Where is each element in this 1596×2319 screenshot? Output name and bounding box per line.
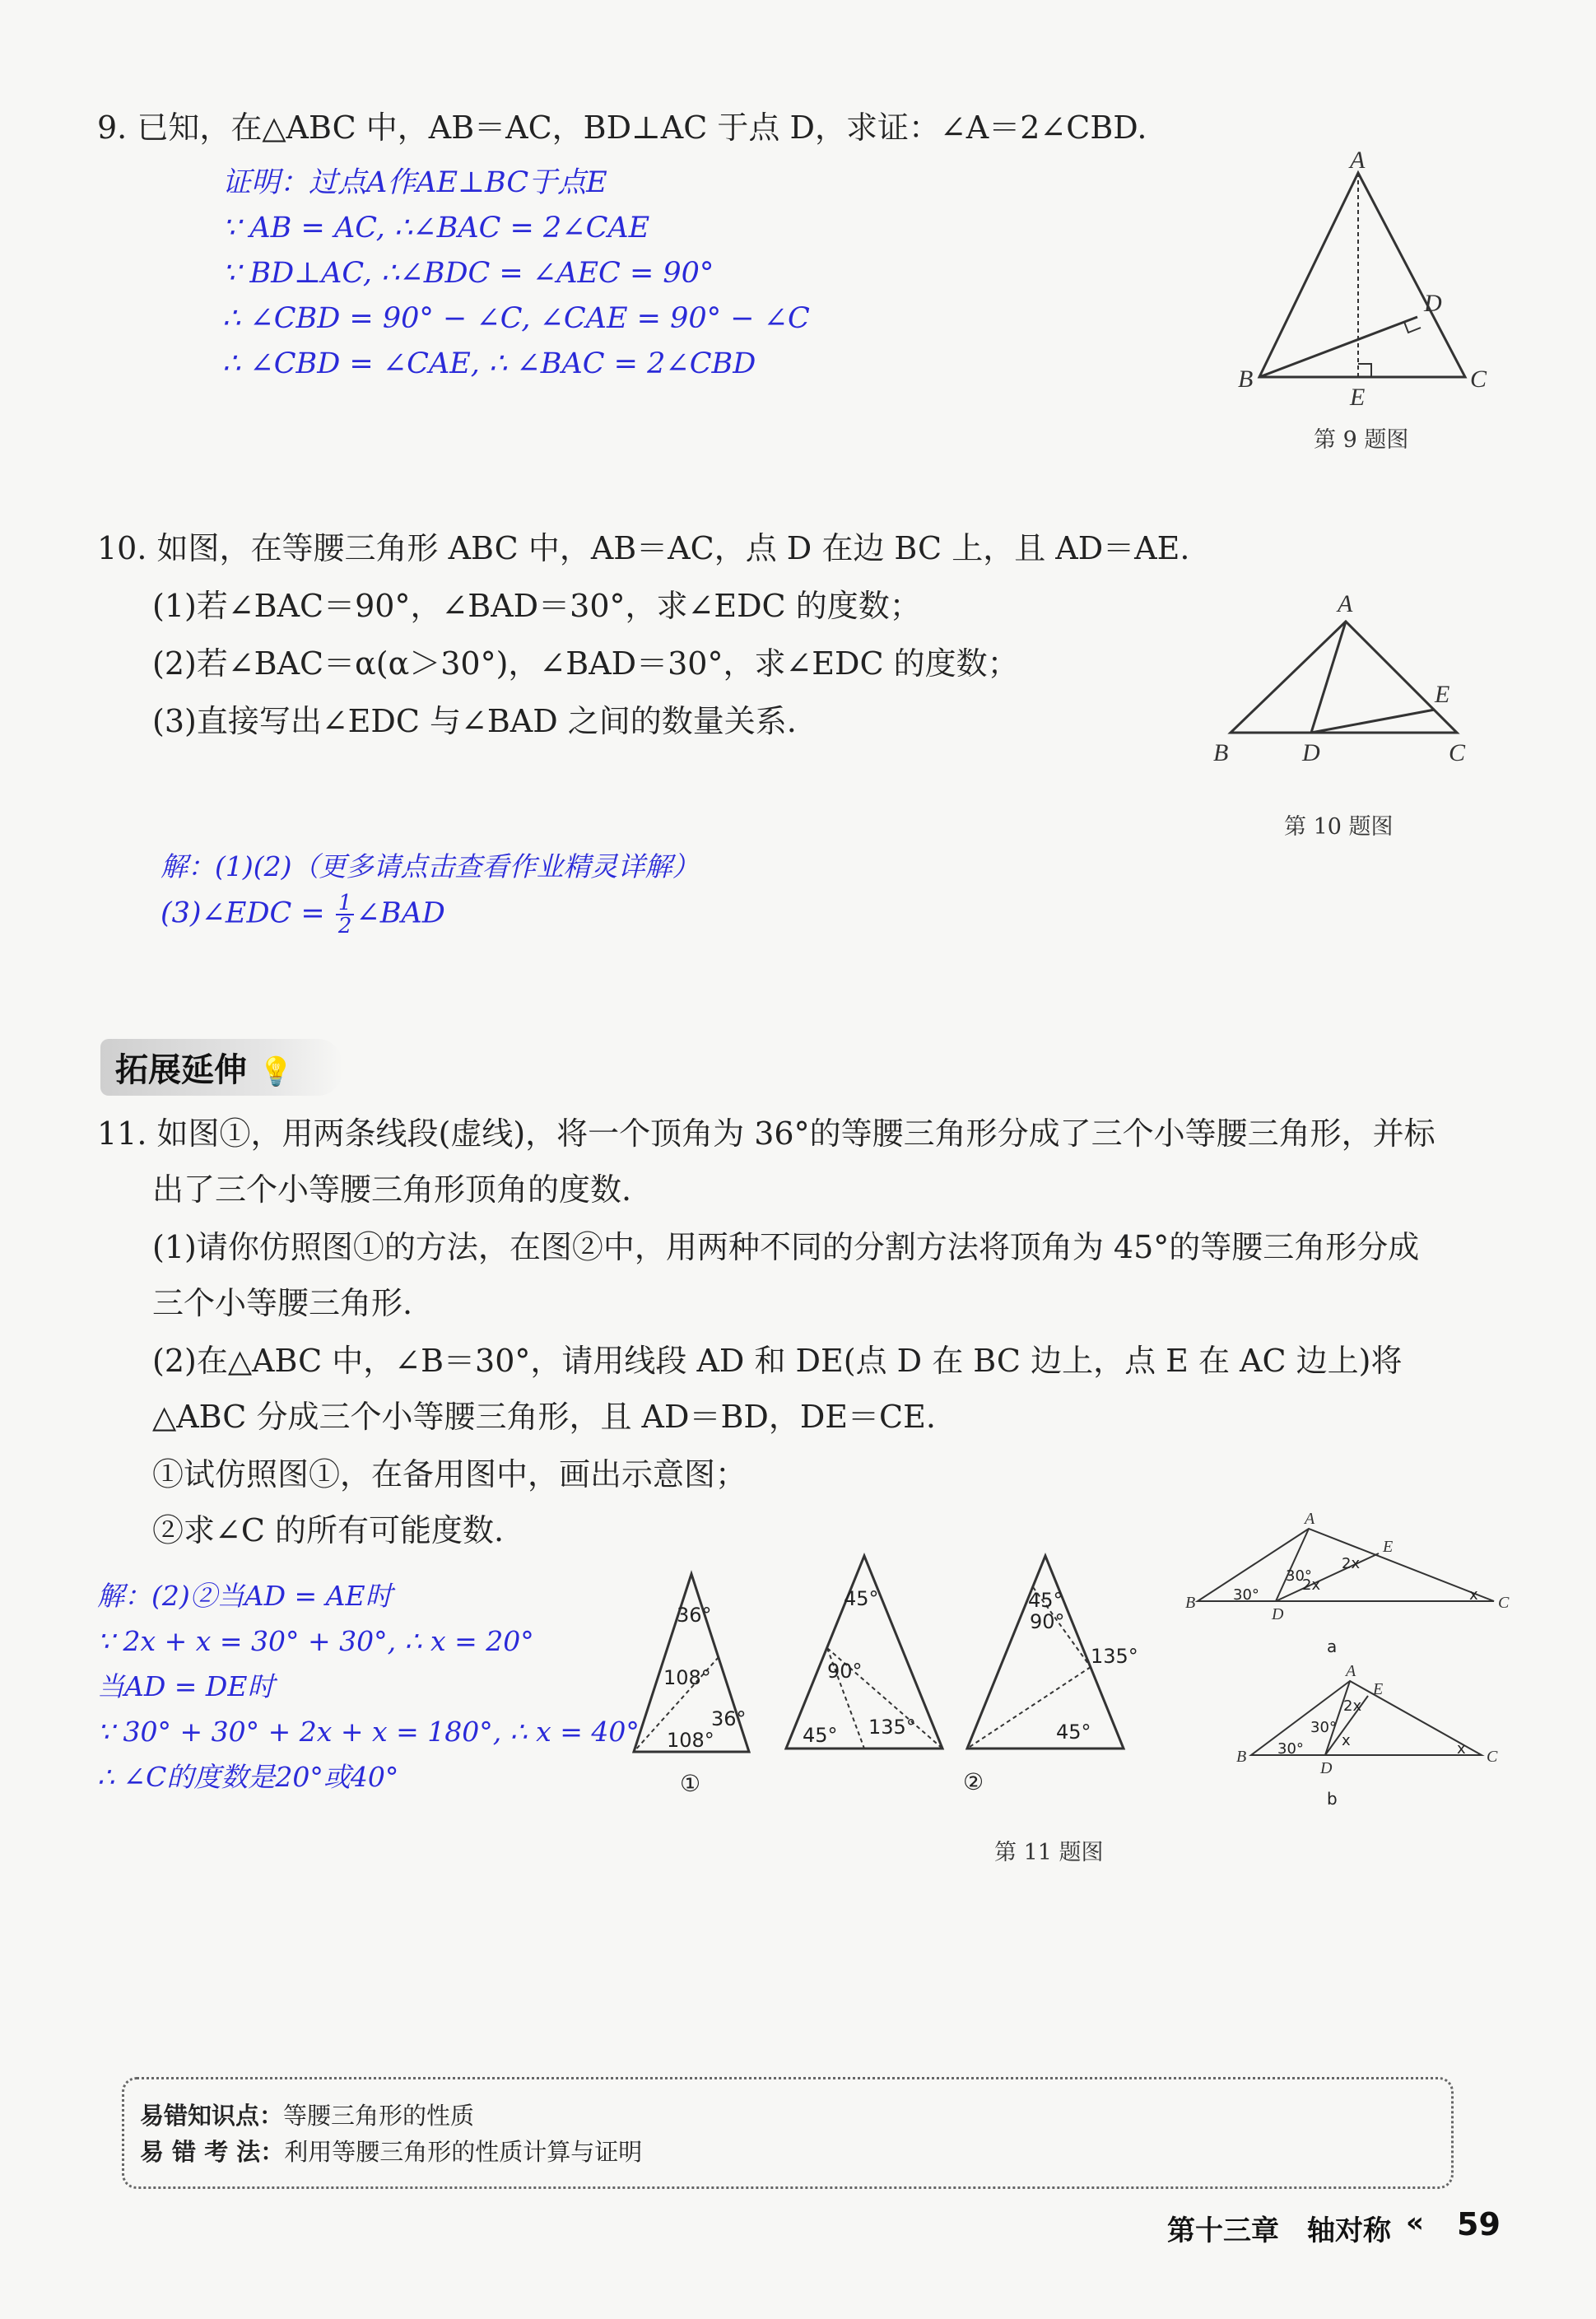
q11-stem-line-2: 出了三个小等腰三角形顶角的度数. xyxy=(152,1171,632,1208)
figa-angle-3: 30° xyxy=(1233,1586,1259,1604)
q11-figure-b xyxy=(1218,1663,1531,1811)
tip-label-1: 易错知识点： xyxy=(140,2102,284,2130)
figb-angle-1: 30° xyxy=(1310,1719,1337,1736)
q10-label-a: A xyxy=(1338,590,1353,617)
q9-solution-line-1: 证明：过点A作AE⊥BC于点E xyxy=(222,166,607,199)
q11-solution-line-4: ∵ 30° + 30° + 2x + x = 180°, ∴ x = 40° xyxy=(97,1716,640,1748)
q11-solution-line-3: 当AD = DE时 xyxy=(97,1670,275,1702)
q9-label-b: B xyxy=(1238,366,1254,393)
q9-caption: 第 9 题图 xyxy=(1314,427,1409,453)
fig2a-angle-top: 45° xyxy=(844,1587,879,1610)
figb-point-e: E xyxy=(1373,1680,1384,1698)
q11-figure-a xyxy=(1185,1511,1523,1659)
q10-answer-suffix: ∠BAD xyxy=(356,896,445,930)
fig2a-angle-mid: 90° xyxy=(827,1660,863,1683)
q10-answer-line-2 xyxy=(161,892,445,937)
figb-point-c: C xyxy=(1487,1748,1498,1766)
q11-stem-line-8: ②求∠C 的所有可能度数. xyxy=(152,1512,505,1548)
q9-solution-line-3: ∵ BD⊥AC, ∴∠BDC = ∠AEC = 90° xyxy=(222,257,714,290)
figa-point-c: C xyxy=(1498,1594,1510,1612)
fig2-label: ② xyxy=(963,1768,984,1795)
figa-angle-5: x xyxy=(1469,1586,1478,1604)
figb-angle-5: x xyxy=(1457,1740,1466,1758)
tip-text-2: 利用等腰三角形的性质计算与证明 xyxy=(284,2138,643,2166)
double-chevron-icon: « xyxy=(1406,2206,1424,2239)
q9-label-c: C xyxy=(1470,366,1487,393)
q9-stem: 9. 已知，在△ABC 中，AB＝AC，BD⊥AC 于点 D，求证：∠A＝2∠CBD. xyxy=(97,109,1147,146)
figa-point-d: D xyxy=(1272,1605,1284,1623)
section-title: 拓展延伸 xyxy=(115,1051,247,1089)
q10-label-e: E xyxy=(1435,681,1450,708)
fig2b-angle-right: 135° xyxy=(1091,1645,1138,1668)
q11-stem-line-1: 11. 如图①，用两条线段(虚线)，将一个顶角为 36°的等腰三角形分成了三个小等腰三角形，并标 xyxy=(97,1115,1435,1152)
q10-part-3: (3)直接写出∠EDC 与∠BAD 之间的数量关系. xyxy=(152,703,797,739)
q11-stem-line-4: 三个小等腰三角形. xyxy=(152,1285,413,1321)
q9-label-e: E xyxy=(1350,384,1366,411)
error-tips-box xyxy=(122,2077,1454,2189)
figb-point-b: B xyxy=(1236,1748,1247,1766)
figb-angle-4: x xyxy=(1342,1732,1351,1749)
q10-part-1: (1)若∠BAC＝90°，∠BAD＝30°，求∠EDC 的度数； xyxy=(152,588,921,624)
q11-caption: 第 11 题图 xyxy=(994,1840,1104,1865)
fig2b-angle-mid: 90° xyxy=(1030,1610,1065,1633)
figa-angle-1: 30° xyxy=(1286,1567,1312,1585)
q10-caption: 第 10 题图 xyxy=(1284,814,1394,840)
figb-label: b xyxy=(1327,1789,1338,1809)
q11-stem-line-3: (1)请你仿照图①的方法，在图②中，用两种不同的分割方法将顶角为 45°的等腰三角形分成 xyxy=(152,1229,1420,1265)
q10-label-b: B xyxy=(1213,739,1229,766)
q11-stem-line-6: △ABC 分成三个小等腰三角形，且 AD＝BD，DE＝CE. xyxy=(152,1399,936,1435)
q10-answer-prefix: (3)∠EDC = xyxy=(161,896,334,930)
q10-stem: 10. 如图，在等腰三角形 ABC 中，AB＝AC，点 D 在边 BC 上，且 AD＝AE. xyxy=(97,530,1190,566)
q11-solution-line-2: ∵ 2x + x = 30° + 30°, ∴ x = 20° xyxy=(97,1625,534,1657)
q11-figure-2a xyxy=(778,1548,951,1762)
tip-text-1: 等腰三角形的性质 xyxy=(283,2102,475,2130)
q10-fraction-denominator: 2 xyxy=(337,914,352,938)
figa-label: a xyxy=(1327,1637,1338,1656)
lightbulb-icon: 💡 xyxy=(258,1055,294,1088)
tip-line-1 xyxy=(140,2098,474,2131)
q10-fraction-numerator: 1 xyxy=(336,892,355,915)
page-number: 59 xyxy=(1457,2206,1501,2242)
fig1-angle-lower: 108° xyxy=(667,1729,714,1752)
figb-angle-2: 2x xyxy=(1343,1697,1362,1715)
q11-solution-line-5: ∴ ∠C的度数是20°或40° xyxy=(97,1761,399,1793)
figb-point-a: A xyxy=(1346,1662,1356,1680)
figa-angle-4: 2x xyxy=(1302,1576,1321,1594)
q10-label-c: C xyxy=(1449,739,1466,766)
q10-answer-fraction xyxy=(336,892,355,937)
q10-label-d: D xyxy=(1302,739,1320,766)
fig1-angle-right: 36° xyxy=(711,1707,747,1730)
fig1-angle-upper: 108° xyxy=(663,1666,711,1689)
figb-point-d: D xyxy=(1320,1759,1333,1777)
q10-part-2: (2)若∠BAC＝α(α＞30°)，∠BAD＝30°，求∠EDC 的度数； xyxy=(152,645,1019,682)
q10-figure xyxy=(1202,584,1498,774)
q11-stem-line-5: (2)在△ABC 中，∠B＝30°，请用线段 AD 和 DE(点 D 在 BC 边上，点 E 在 AC 边上)将 xyxy=(152,1343,1403,1379)
fig2a-angle-left: 45° xyxy=(803,1724,838,1747)
fig2b-angle-bottom: 45° xyxy=(1056,1721,1091,1744)
chapter-footer: 第十三章 轴对称 xyxy=(1167,2214,1391,2247)
fig1-angle-top: 36° xyxy=(677,1604,712,1627)
figb-angle-3: 30° xyxy=(1277,1740,1304,1758)
q9-figure xyxy=(1226,148,1523,412)
q11-solution-line-1: 解：(2)②当AD = AE时 xyxy=(97,1580,393,1612)
fig1-label: ① xyxy=(680,1770,701,1797)
q10-answer-line-1: 解：(1)(2)（更多请点击查看作业精灵详解） xyxy=(161,850,700,882)
q9-label-a: A xyxy=(1350,147,1366,174)
section-title-badge xyxy=(100,1039,342,1096)
figa-point-e: E xyxy=(1383,1538,1394,1556)
figa-point-a: A xyxy=(1305,1510,1315,1528)
figa-point-b: B xyxy=(1185,1594,1196,1612)
tip-line-2 xyxy=(140,2134,642,2168)
q9-solution-line-4: ∴ ∠CBD = 90° − ∠C, ∠CAE = 90° − ∠C xyxy=(222,302,810,335)
q11-stem-line-7: ①试仿照图①，在备用图中，画出示意图； xyxy=(152,1456,747,1492)
q11-figure-2b xyxy=(959,1548,1138,1795)
q9-solution-line-2: ∵ AB = AC, ∴∠BAC = 2∠CAE xyxy=(222,212,650,244)
q11-figure-1 xyxy=(626,1564,757,1811)
figa-angle-2: 2x xyxy=(1342,1555,1361,1572)
tip-label-2: 易 错 考 法： xyxy=(140,2138,285,2166)
q9-label-d: D xyxy=(1424,290,1442,317)
q9-solution-line-5: ∴ ∠CBD = ∠CAE, ∴ ∠BAC = 2∠CBD xyxy=(222,347,756,380)
fig2b-angle-top: 45° xyxy=(1028,1589,1063,1612)
fig2a-angle-right: 135° xyxy=(868,1716,916,1739)
